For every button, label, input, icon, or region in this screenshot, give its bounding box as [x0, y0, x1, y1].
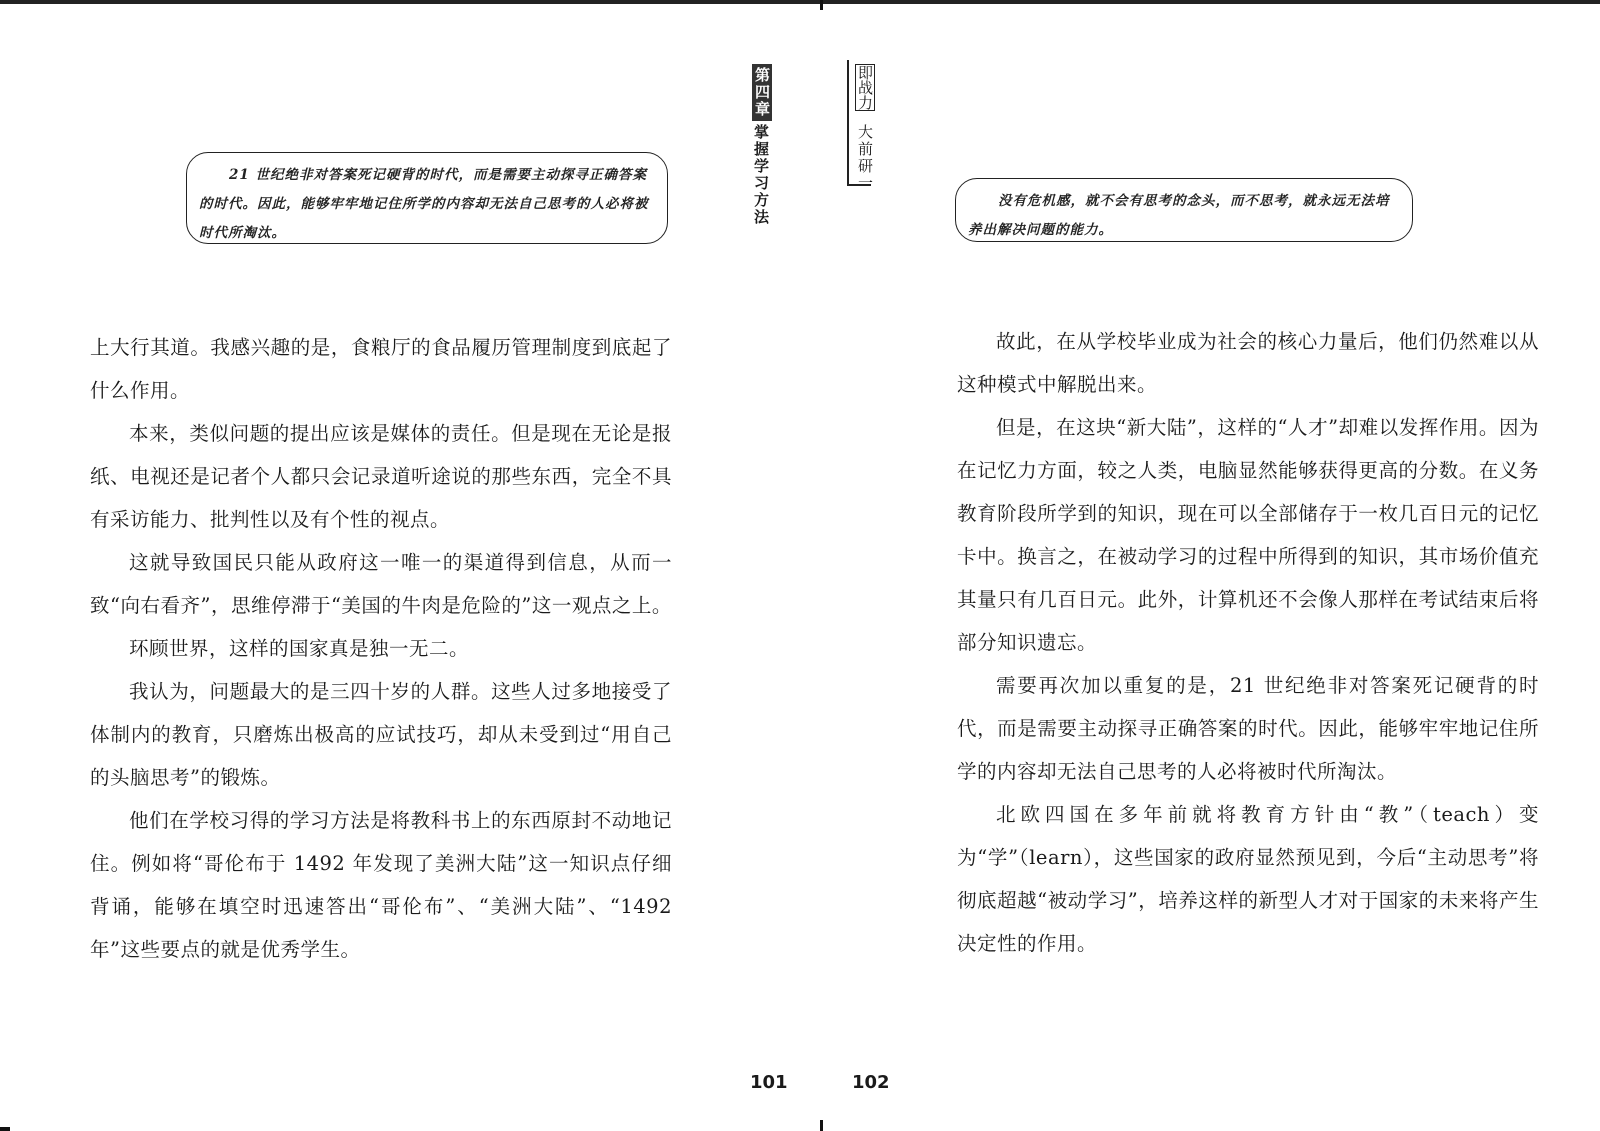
paragraph: 北欧四国在多年前就将教育方针由“教”（teach）变为“学”（learn），这些国家的政府显然预见到，今后“主动思考”将彻底超越“被动学习”，培养这样的新型人才对于国家的未来将产生决定性的作用。: [957, 803, 1539, 955]
paragraph: 需要再次加以重复的是，21 世纪绝非对答案死记硬背的时代，而是需要主动探寻正确答案的时代。因此，能够牢牢地记住所学的内容却无法自己思考的人必将被时代所淘汰。: [957, 674, 1539, 783]
paragraph: 故此，在从学校毕业成为社会的核心力量后，他们仍然难以从这种模式中解脱出来。: [957, 330, 1539, 396]
series-label: 即战力: [856, 65, 874, 110]
series-author: 大前研一: [856, 124, 874, 192]
series-rule: [847, 60, 849, 186]
paragraph: 他们在学校习得的学习方法是将教科书上的东西原封不动地记住。例如将“哥伦布于 1492 年发现了美洲大陆”这一知识点仔细背诵，能够在填空时迅速答出“哥伦布”、“美洲大陆”、“1492 年”这些要点的就是优秀学生。: [90, 809, 672, 961]
left-callout-quote: 21 世纪绝非对答案死记硬背的时代，而是需要主动探寻正确答案的时代。因此，能够牢牢地记住所学的内容却无法自己思考的人必将被时代所淘汰。: [186, 152, 668, 244]
left-body-text: [90, 326, 672, 971]
right-body-text: [957, 320, 1539, 965]
paragraph: 本来，类似问题的提出应该是媒体的责任。但是现在无论是报纸、电视还是记者个人都只会记录道听途说的那些东西，完全不具有采访能力、批判性以及有个性的视点。: [90, 422, 672, 531]
page-number: 101: [750, 1072, 788, 1093]
right-callout-quote: 没有危机感，就不会有思考的念头，而不思考，就永远无法培养出解决问题的能力。: [955, 178, 1413, 242]
chapter-title: 掌握学习方法: [752, 124, 770, 226]
right-page: [823, 0, 1600, 1131]
chapter-label: 第四章: [752, 64, 772, 121]
paragraph: 我认为，问题最大的是三四十岁的人群。这些人过多地接受了体制内的教育，只磨炼出极高的应试技巧，却从未受到过“用自己的头脑思考”的锻炼。: [90, 680, 672, 789]
paragraph: 上大行其道。我感兴趣的是，食粮厅的食品履历管理制度到底起了什么作用。: [90, 336, 672, 402]
page-number: 102: [852, 1072, 890, 1093]
paragraph: 这就导致国民只能从政府这一唯一的渠道得到信息，从而一致“向右看齐”，思维停滞于“美国的牛肉是危险的”这一观点之上。: [90, 551, 672, 617]
paragraph: 但是，在这块“新大陆”，这样的“人才”却难以发挥作用。因为在记忆力方面，较之人类，电脑显然能够获得更高的分数。在义务教育阶段所学到的知识，现在可以全部储存于一枚几百日元的记忆卡中。换言之，在被动学习的过程中所得到的知识，其市场价值充其量只有几百日元。此外，计算机还不会像人那样在考试结束后将部分知识遗忘。: [957, 416, 1539, 654]
paragraph: 环顾世界，这样的国家真是独一无二。: [129, 637, 470, 660]
